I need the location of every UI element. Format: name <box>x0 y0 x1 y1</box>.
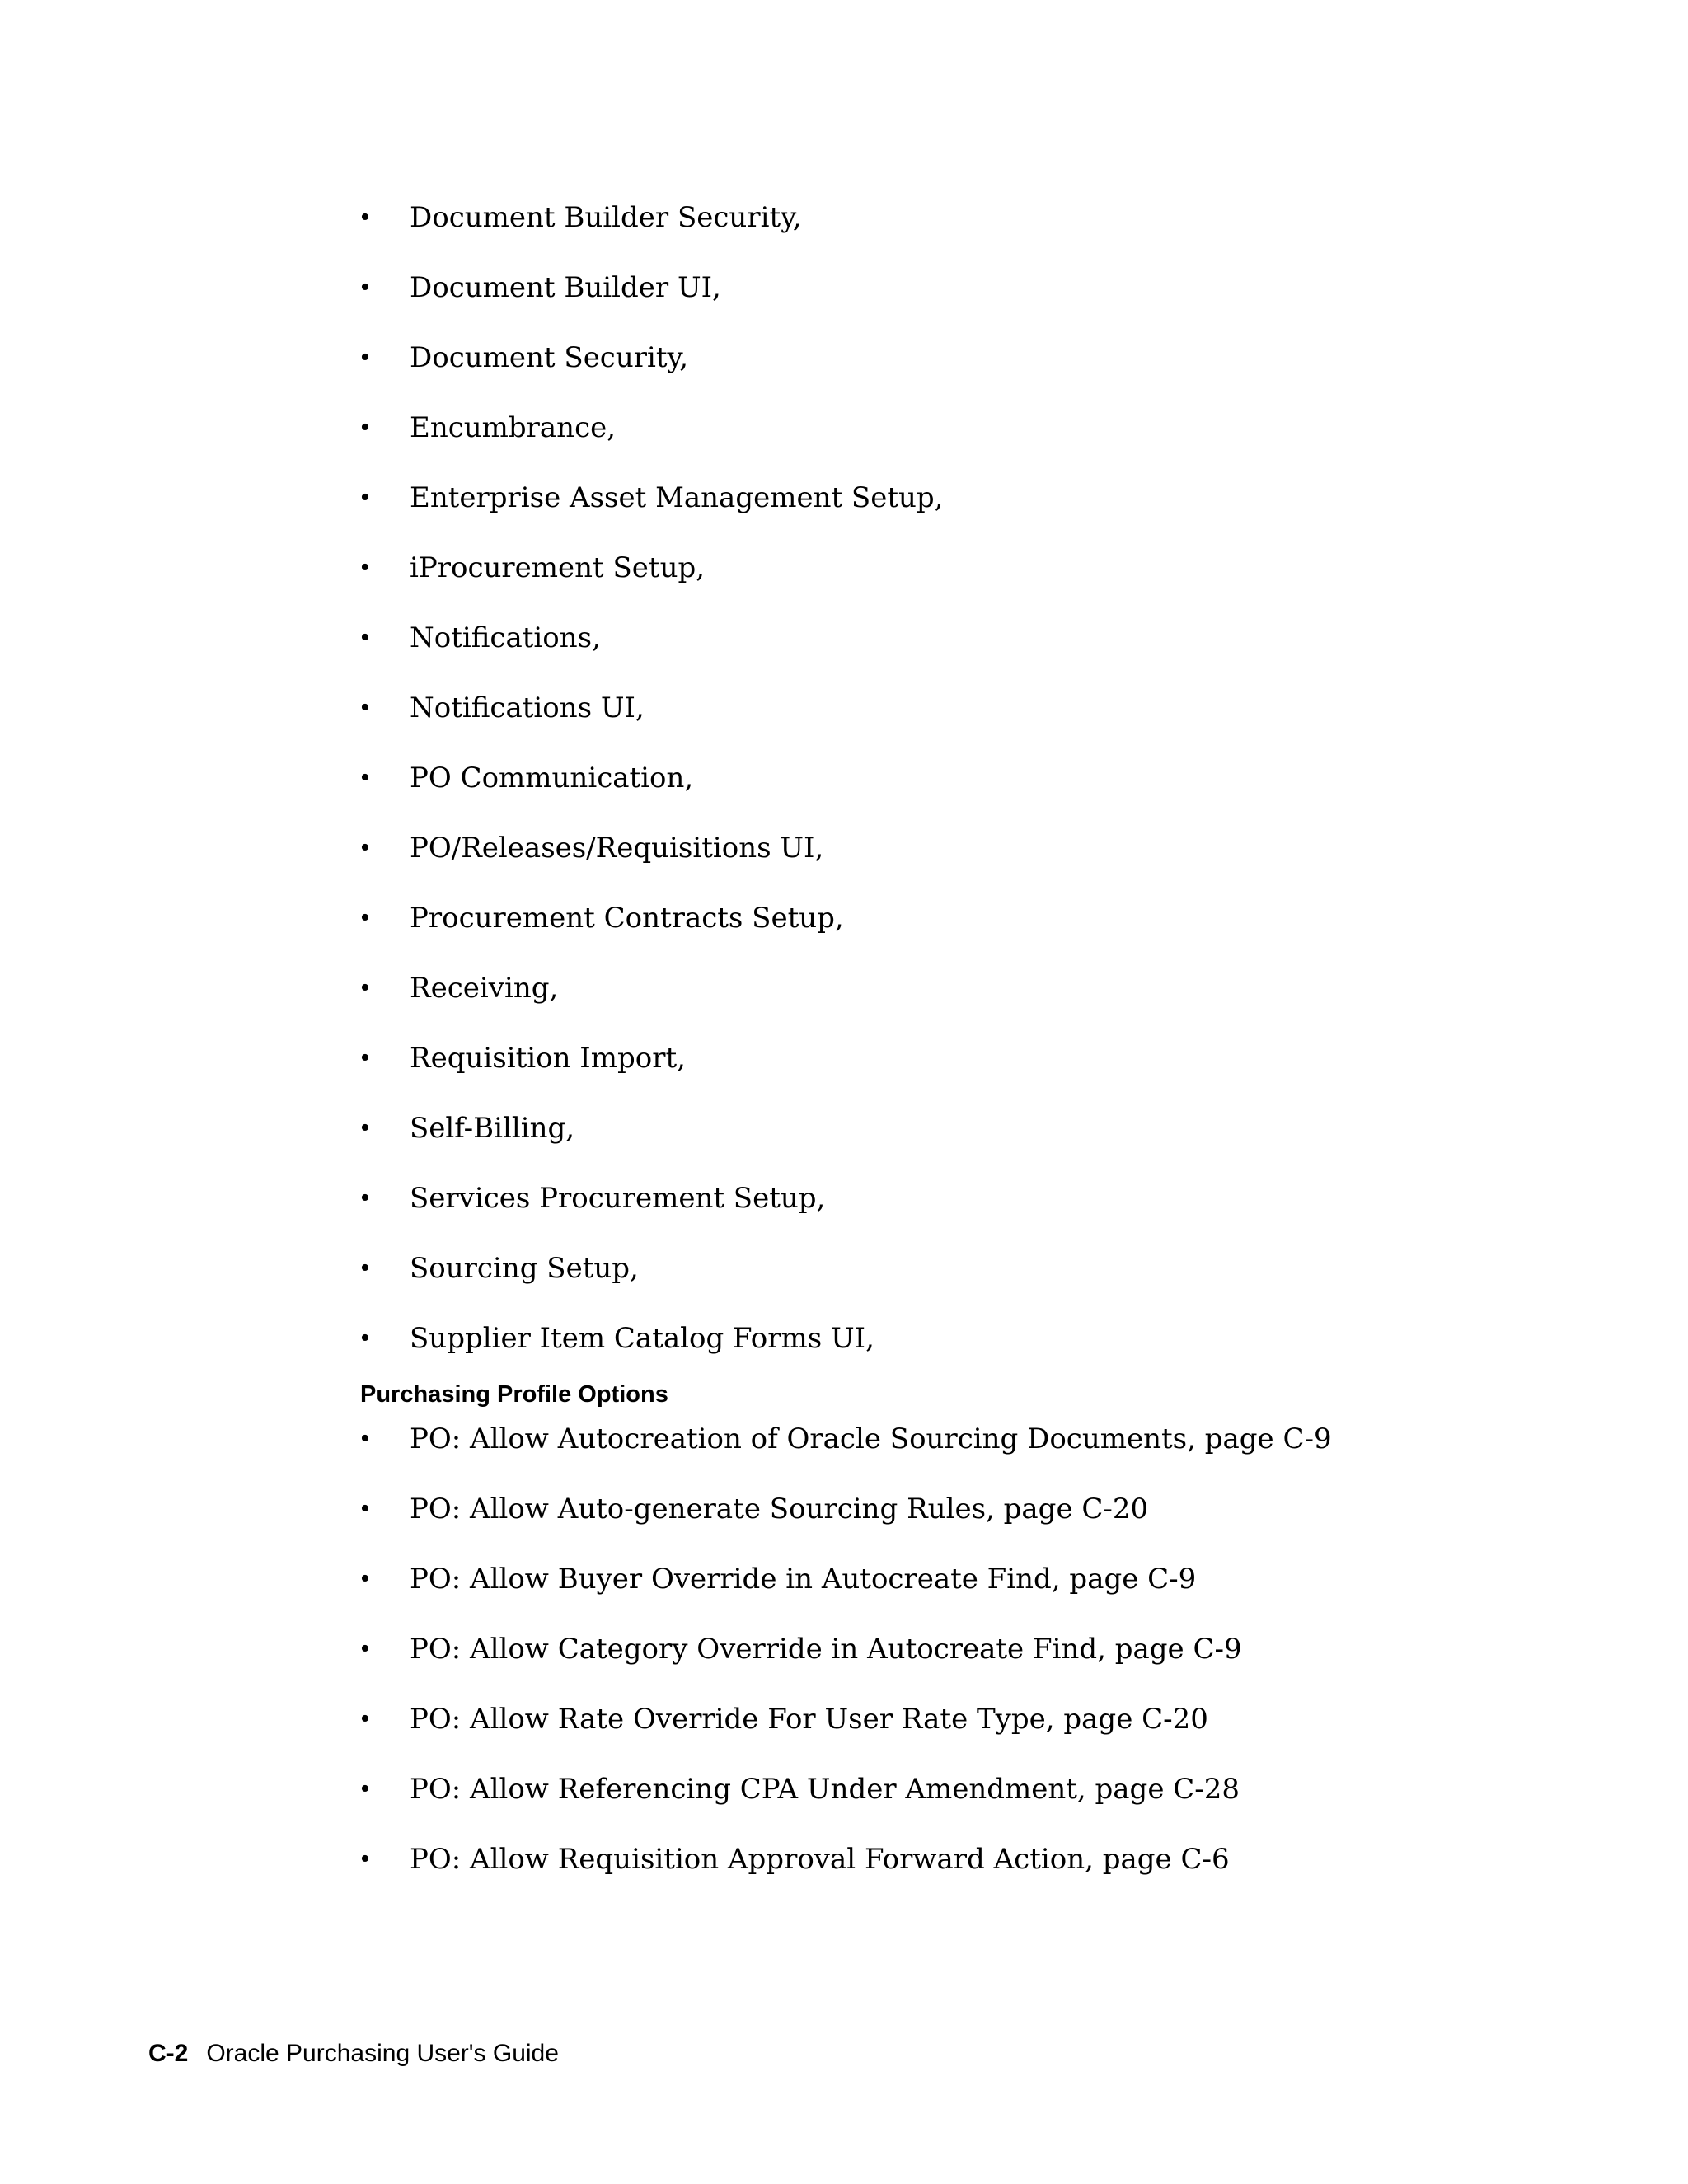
bullet-icon: • <box>360 832 370 863</box>
list-item <box>0 475 1688 545</box>
profile-option-link[interactable]: PO: Allow Autocreation of Oracle Sourcing Documents, page C-9 <box>410 1422 1332 1455</box>
section-heading: Purchasing Profile Options <box>360 1381 668 1408</box>
group-list <box>0 194 1688 1385</box>
list-item <box>0 895 1688 965</box>
profile-option-link[interactable]: PO: Allow Referencing CPA Under Amendment, page C-28 <box>410 1773 1240 1806</box>
list-item-text: Notifications, <box>410 621 601 654</box>
bullet-icon: • <box>360 412 370 443</box>
list-item <box>0 1105 1688 1175</box>
list-item <box>0 545 1688 615</box>
list-item-text: Encumbrance, <box>410 411 617 444</box>
page-number: C-2 <box>148 2040 189 2067</box>
bullet-icon: • <box>360 1043 370 1073</box>
list-item <box>0 405 1688 475</box>
list-item <box>0 1696 1688 1766</box>
list-item-text: Procurement Contracts Setup, <box>410 902 844 935</box>
bullet-icon: • <box>360 902 370 933</box>
list-item <box>0 1245 1688 1315</box>
list-item-text: Notifications UI, <box>410 691 645 724</box>
list-item <box>0 755 1688 825</box>
list-item-text: PO Communication, <box>410 762 694 794</box>
guide-title: Oracle Purchasing User's Guide <box>206 2040 559 2067</box>
profile-option-link[interactable]: PO: Allow Auto-generate Sourcing Rules, page C-20 <box>410 1493 1149 1526</box>
list-item-text: Requisition Import, <box>410 1042 686 1075</box>
list-item <box>0 194 1688 265</box>
profile-option-link[interactable]: PO: Allow Rate Override For User Rate Type, page C-20 <box>410 1703 1208 1736</box>
profile-option-link[interactable]: PO: Allow Requisition Approval Forward Action, page C-6 <box>410 1843 1230 1876</box>
list-item <box>0 1556 1688 1626</box>
bullet-icon: • <box>360 762 370 793</box>
bullet-icon: • <box>360 482 370 513</box>
list-item-text: Supplier Item Catalog Forms UI, <box>410 1322 874 1355</box>
page-footer <box>148 2037 559 2070</box>
list-item-text: Document Builder Security, <box>410 201 802 234</box>
list-item-text: Sourcing Setup, <box>410 1252 639 1285</box>
list-item <box>0 1626 1688 1696</box>
profile-options-list <box>0 1416 1688 1906</box>
bullet-icon: • <box>360 622 370 653</box>
bullet-icon: • <box>360 1253 370 1283</box>
bullet-icon: • <box>360 552 370 583</box>
bullet-icon: • <box>360 1183 370 1213</box>
list-item <box>0 1836 1688 1906</box>
bullet-icon: • <box>360 1633 370 1664</box>
bullet-icon: • <box>360 1323 370 1353</box>
bullet-icon: • <box>360 1493 370 1524</box>
bullet-icon: • <box>360 972 370 1003</box>
list-item <box>0 1766 1688 1836</box>
list-item <box>0 1175 1688 1245</box>
list-item <box>0 1486 1688 1556</box>
bullet-icon: • <box>360 1774 370 1804</box>
bullet-icon: • <box>360 1704 370 1734</box>
list-item-text: Document Security, <box>410 341 689 374</box>
list-item-text: Services Procurement Setup, <box>410 1182 826 1215</box>
bullet-icon: • <box>360 692 370 723</box>
list-item-text: Enterprise Asset Management Setup, <box>410 481 944 514</box>
profile-option-link[interactable]: PO: Allow Category Override in Autocreate Find, page C-9 <box>410 1633 1242 1666</box>
list-item <box>0 825 1688 895</box>
list-item-text: iProcurement Setup, <box>410 551 706 584</box>
bullet-icon: • <box>360 1113 370 1143</box>
list-item <box>0 615 1688 685</box>
list-item <box>0 1035 1688 1105</box>
bullet-icon: • <box>360 1844 370 1874</box>
list-item-text: Self-Billing, <box>410 1112 575 1145</box>
bullet-icon: • <box>360 1563 370 1594</box>
bullet-icon: • <box>360 272 370 302</box>
list-item <box>0 335 1688 405</box>
list-item-text: Document Builder UI, <box>410 271 721 304</box>
profile-option-link[interactable]: PO: Allow Buyer Override in Autocreate Find, page C-9 <box>410 1563 1197 1596</box>
list-item <box>0 965 1688 1035</box>
bullet-icon: • <box>360 342 370 373</box>
list-item-text: PO/Releases/Requisitions UI, <box>410 832 824 865</box>
list-item <box>0 1315 1688 1385</box>
list-item <box>0 265 1688 335</box>
list-item-text: Receiving, <box>410 972 559 1005</box>
bullet-icon: • <box>360 202 370 232</box>
list-item <box>0 1416 1688 1486</box>
bullet-icon: • <box>360 1423 370 1454</box>
list-item <box>0 685 1688 755</box>
